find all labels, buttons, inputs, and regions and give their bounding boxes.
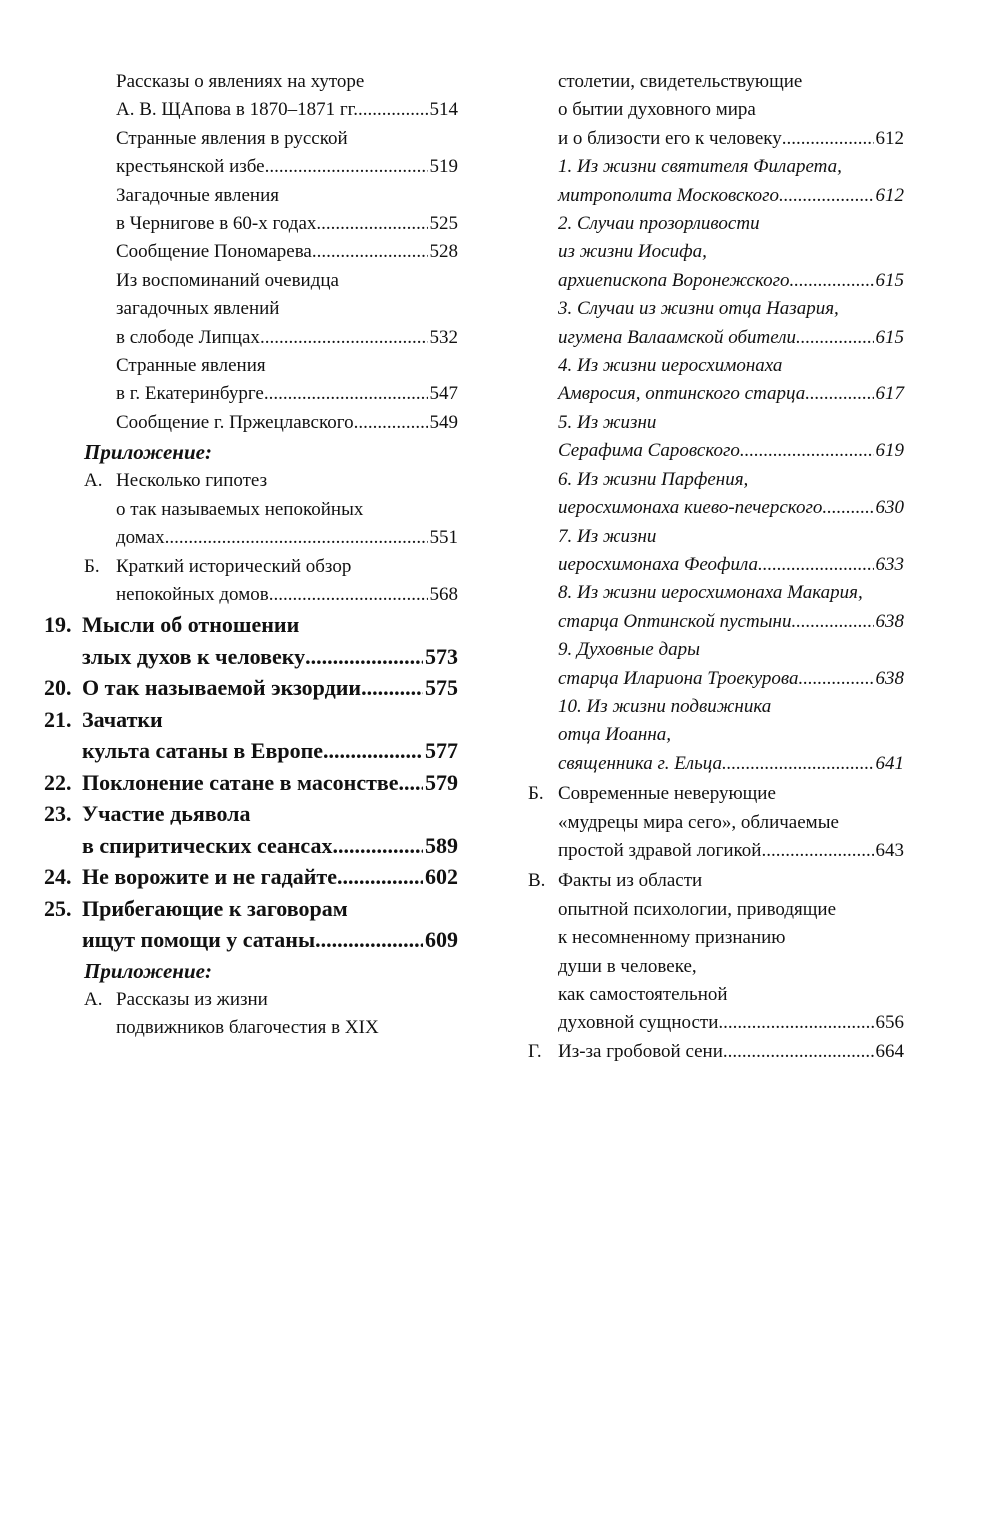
entry-text: 5. Из жизни: [558, 411, 657, 433]
entry-text: игумена Валаамской обители: [558, 326, 796, 348]
dot-leader: [723, 1038, 874, 1066]
dot-leader: [722, 750, 874, 778]
entry-text: А. В. ЩАпова в 1870–1871 гг.: [116, 99, 359, 121]
page-number: 619: [875, 440, 904, 462]
page-number: 532: [429, 326, 458, 348]
entry-text: Рассказы из жизни: [116, 988, 268, 1010]
page-number: 525: [429, 213, 458, 235]
entry-text: как самостоятельной: [558, 984, 728, 1005]
page-number: 514: [429, 99, 458, 121]
dot-leader: [782, 125, 874, 153]
entry-text: из жизни Иосифа,: [558, 241, 707, 263]
entry-text: и о близости его к человеку: [558, 127, 782, 149]
entry-text: 6. Из жизни Парфения,: [558, 468, 749, 490]
entry-text: Зачатки: [82, 706, 163, 732]
entry-text: 3. Случаи из жизни отца Назария,: [558, 298, 839, 320]
entry-text: к несомненному признанию: [558, 927, 786, 949]
dot-leader: [337, 861, 423, 893]
entry-text: столетии, свидетельствующие: [558, 71, 803, 92]
dot-leader: [315, 924, 423, 956]
entry-text: иеросхимонаха Феофила: [558, 553, 759, 575]
dot-leader: [269, 581, 428, 609]
dot-leader: [316, 210, 427, 238]
entry-text: Рассказы о явлениях на хуторе: [116, 71, 365, 92]
toc-entry-amvrosy[interactable]: [528, 352, 904, 409]
dot-leader: [805, 380, 873, 408]
page-number: 528: [429, 241, 458, 263]
dot-leader: [399, 767, 423, 799]
page-number: 617: [875, 383, 904, 405]
chapter-number: 20.: [44, 675, 72, 701]
dot-leader: [799, 665, 874, 693]
dot-leader: [323, 735, 423, 767]
toc-entry-ioann[interactable]: [528, 693, 904, 778]
entry-text: иеросхимонаха киево-печерского: [558, 497, 823, 519]
entry-text: 10. Из жизни подвижника: [558, 695, 772, 717]
entry-text: «мудрецы мира сего», обличаемые: [558, 811, 839, 833]
toc-entry-serafim[interactable]: [528, 409, 904, 466]
toc-entry-izba[interactable]: [44, 125, 458, 182]
entry-text: отца Иоанна,: [558, 724, 672, 746]
page-number: 643: [875, 839, 904, 861]
toc-chapter-23[interactable]: [44, 798, 458, 861]
toc-chapter-22[interactable]: [44, 767, 458, 799]
entry-text: священника г. Ельца: [558, 752, 722, 774]
entry-text: о так называемых непокойных: [116, 498, 364, 520]
entry-text: злых духов к человеку: [82, 643, 306, 669]
appendix-heading: Приложение:: [84, 958, 212, 983]
entry-text: Загадочные явления: [116, 184, 279, 206]
entry-text: в слободе Липцах: [116, 326, 260, 348]
dot-leader: [305, 641, 423, 673]
toc-entry-nazary[interactable]: [528, 295, 904, 352]
dot-leader: [796, 324, 874, 352]
toc-chapter-21[interactable]: [44, 704, 458, 767]
toc-chapter-19[interactable]: [44, 609, 458, 672]
entry-text: Из воспоминаний очевидца: [116, 269, 339, 291]
entry-text: Сообщение Пономарева: [116, 241, 312, 263]
toc-entry-ekaterinburg[interactable]: [44, 352, 458, 409]
page-number: 577: [425, 738, 458, 764]
entry-text: простой здравой логикой: [558, 839, 762, 861]
entry-text: Странные явления в русской: [116, 127, 348, 149]
chapter-number: 25.: [44, 895, 72, 921]
entry-text: Прибегающие к заговорам: [82, 895, 348, 921]
entry-text: 8. Из жизни иеросхимонаха Макария,: [558, 582, 863, 604]
entry-text: в г. Екатеринбурге: [116, 383, 264, 405]
entry-text: Современные неверующие: [558, 783, 776, 805]
entry-letter: А.: [84, 470, 103, 492]
entry-text: культа сатаны в Европе: [82, 738, 324, 764]
dot-leader: [790, 267, 874, 295]
toc-entry-ascetics[interactable]: [44, 986, 458, 1043]
entry-text: 1. Из жизни святителя Филарета,: [558, 156, 842, 178]
entry-text: подвижников благочестия в XIX: [116, 1017, 379, 1039]
page-number: 589: [425, 832, 458, 858]
page-number: 549: [429, 411, 458, 433]
dot-leader: [822, 494, 873, 522]
toc-entry-przhetslavsky[interactable]: [44, 409, 458, 437]
entry-letter: Г.: [528, 1040, 542, 1062]
entry-text: Краткий исторический обзор: [116, 555, 352, 577]
entry-text: Факты из области: [558, 870, 703, 892]
toc-entry-feofil[interactable]: [528, 523, 904, 580]
dot-leader: [264, 380, 428, 408]
entry-text: загадочных явлений: [116, 298, 280, 320]
entry-text: домах: [116, 527, 165, 549]
dot-leader: [354, 409, 428, 437]
dot-leader: [758, 551, 873, 579]
toc-entry-makary[interactable]: [528, 579, 904, 636]
page-number: 638: [875, 667, 904, 689]
entry-letter: А.: [84, 988, 103, 1010]
entry-text: Мысли об отношении: [82, 612, 300, 638]
dot-leader: [312, 238, 428, 266]
toc-entry-parfeny[interactable]: [528, 466, 904, 523]
toc-entry-ponomarev[interactable]: [44, 238, 458, 266]
entry-text: Серафима Саровского: [558, 440, 740, 462]
page-number: 656: [875, 1012, 904, 1034]
toc-entry-hypotheses[interactable]: [44, 467, 458, 552]
entry-letter: Б.: [84, 555, 100, 577]
chapter-number: 22.: [44, 769, 72, 795]
entry-text: в спиритических сеансах: [82, 832, 333, 858]
entry-text: 7. Из жизни: [558, 525, 657, 547]
page-number: 579: [425, 769, 458, 795]
page-number: 609: [425, 927, 458, 953]
page-number: 638: [875, 610, 904, 632]
toc-entry-historical-overview[interactable]: [44, 553, 458, 610]
page-number: 573: [425, 643, 458, 669]
toc-entry-psychology[interactable]: [528, 867, 904, 1037]
dot-leader: [779, 182, 873, 210]
dot-leader: [740, 437, 874, 465]
entry-text: митрополита Московского: [558, 184, 780, 206]
entry-text: архиепископа Воронежского: [558, 269, 790, 291]
dot-leader: [358, 96, 427, 124]
chapter-number: 24.: [44, 864, 72, 890]
entry-text: непокойных домов: [116, 583, 269, 605]
entry-text: 2. Случаи прозорливости: [558, 213, 760, 235]
dot-leader: [332, 830, 423, 862]
entry-text: старца Илариона Троекурова: [558, 667, 799, 689]
entry-letter: Б.: [528, 783, 544, 805]
dot-leader: [260, 324, 428, 352]
left-column: [44, 68, 458, 1043]
page-number: 602: [425, 864, 458, 890]
entry-letter: В.: [528, 870, 546, 892]
page-number: 630: [875, 497, 904, 519]
entry-text: Амвросия, оптинского старца: [558, 383, 806, 405]
toc-entry-iosif[interactable]: [528, 210, 904, 295]
page-number: 575: [425, 675, 458, 701]
page-number: 612: [875, 127, 904, 149]
entry-text: о бытии духовного мира: [558, 99, 756, 121]
entry-text: 4. Из жизни иеросхимонаха: [558, 355, 783, 377]
entry-text: опытной психологии, приводящие: [558, 898, 836, 920]
toc-entry-liptsy[interactable]: [44, 267, 458, 352]
toc-entry-ilarion[interactable]: [528, 636, 904, 693]
toc-entry-shchapov[interactable]: [44, 68, 458, 125]
page-number: 568: [429, 583, 458, 605]
entry-text: в Чернигове в 60-х годах: [116, 213, 317, 235]
page-number: 641: [875, 752, 904, 774]
entry-text: Несколько гипотез: [116, 470, 268, 492]
entry-text: души в человеке,: [558, 955, 697, 977]
dot-leader: [165, 524, 428, 552]
page-number: 551: [429, 527, 458, 549]
dot-leader: [265, 153, 428, 181]
page-number: 519: [429, 156, 458, 178]
dot-leader: [718, 1009, 873, 1037]
toc-entry-beyond-grave[interactable]: [528, 1038, 904, 1066]
entry-text: духовной сущности: [558, 1012, 719, 1034]
entry-text: Из-за гробовой сени: [558, 1040, 723, 1062]
page-number: 615: [875, 326, 904, 348]
chapter-number: 21.: [44, 706, 72, 732]
entry-text: 9. Духовные дары: [558, 639, 700, 661]
dot-leader: [361, 672, 423, 704]
toc-chapter-20[interactable]: [44, 672, 458, 704]
appendix-heading: Приложение:: [84, 440, 212, 465]
entry-text: крестьянской избе: [116, 156, 265, 178]
chapter-number: 19.: [44, 612, 72, 638]
page-number: 612: [875, 184, 904, 206]
entry-text: старца Оптинской пустыни: [558, 610, 792, 632]
entry-text: Участие дьявола: [82, 801, 251, 827]
entry-text: О так называемой экзордии: [82, 675, 362, 701]
toc-entry-ascetics-continued[interactable]: [528, 68, 904, 153]
toc-entry-unbelievers[interactable]: [528, 780, 904, 865]
toc-entry-filaret[interactable]: [528, 153, 904, 210]
page-number: 633: [875, 553, 904, 575]
entry-text: Странные явления: [116, 355, 266, 377]
right-column: [528, 68, 904, 1066]
entry-text: Не ворожите и не гадайте: [82, 864, 337, 890]
toc-chapter-25[interactable]: [44, 893, 458, 956]
page-number: 664: [875, 1040, 904, 1062]
entry-text: Сообщение г. Пржецлавского: [116, 411, 354, 433]
dot-leader: [761, 837, 873, 865]
dot-leader: [791, 608, 873, 636]
entry-text: Поклонение сатане в масонстве: [82, 769, 399, 795]
page-number: 615: [875, 269, 904, 291]
toc-entry-chernigov[interactable]: [44, 182, 458, 239]
toc-chapter-24[interactable]: [44, 861, 458, 893]
chapter-number: 23.: [44, 801, 72, 827]
page-number: 547: [429, 383, 458, 405]
entry-text: ищут помощи у сатаны: [82, 927, 316, 953]
